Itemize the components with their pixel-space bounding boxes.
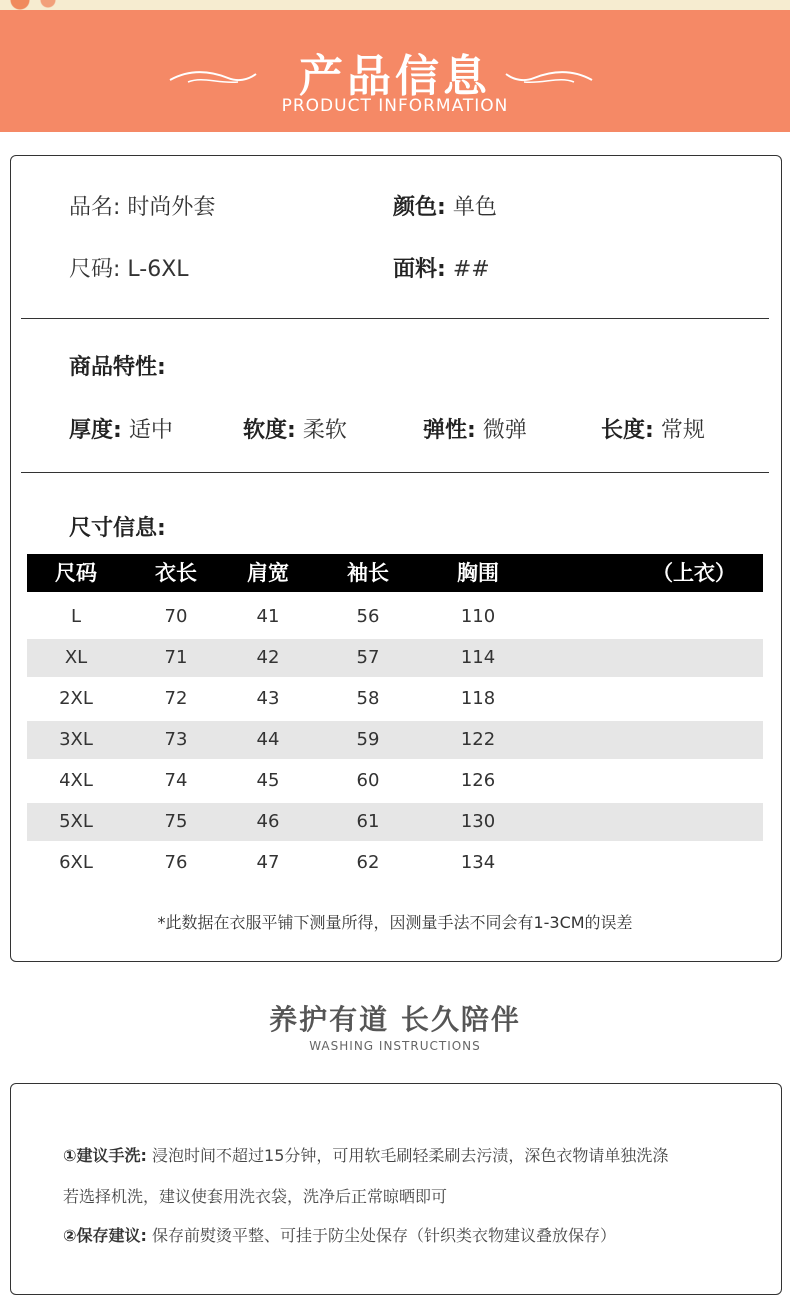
store-text: 保存前熨烫平整、可挂于防尘处保存（针织类衣物建议叠放保存） <box>152 1226 617 1245</box>
header-sleeve: 袖长 <box>347 561 389 585</box>
cell-size: 6XL <box>59 852 93 873</box>
cell-shoulder: 43 <box>256 688 280 709</box>
feature-label: 厚度: <box>69 418 122 443</box>
care-subtitle: WASHING INSTRUCTIONS <box>309 1039 481 1053</box>
divider <box>21 318 769 319</box>
header-shoulder: 肩宽 <box>247 561 289 585</box>
cell-sleeve: 57 <box>356 647 380 668</box>
features-title: 商品特性: <box>69 355 166 380</box>
store-label: ②保存建议: <box>63 1226 147 1245</box>
wash-text: 浸泡时间不超过15分钟，可用软毛刷轻柔刷去污渍，深色衣物请单独洗涤 <box>152 1146 669 1165</box>
cell-shoulder: 42 <box>256 647 280 668</box>
table-row <box>27 762 763 800</box>
feature-label: 弹性: <box>423 418 476 443</box>
cell-chest: 130 <box>460 811 496 832</box>
fabric-field <box>393 252 490 283</box>
product-name-field <box>69 190 215 221</box>
size-info-title: 尺寸信息: <box>69 516 166 541</box>
cell-size: 2XL <box>59 688 93 709</box>
feature-thickness <box>69 413 173 444</box>
cell-length: 73 <box>164 729 188 750</box>
cell-length: 74 <box>164 770 188 791</box>
cell-chest: 126 <box>460 770 496 791</box>
cell-sleeve: 56 <box>356 606 380 627</box>
feature-value: 柔软 <box>302 418 347 443</box>
cell-size: 5XL <box>59 811 93 832</box>
table-row <box>27 803 763 841</box>
cell-length: 71 <box>164 647 188 668</box>
table-row <box>27 721 763 759</box>
feature-value: 常规 <box>660 418 705 443</box>
washing-instructions-card <box>10 1083 782 1295</box>
measurement-note: *此数据在衣服平铺下测量所得，因测量手法不同会有1-3CM的误差 <box>157 913 633 932</box>
cell-chest: 122 <box>460 729 496 750</box>
cell-shoulder: 44 <box>256 729 280 750</box>
feature-length <box>601 413 705 444</box>
product-name-label: 品名: <box>69 195 121 220</box>
header-chest: 胸围 <box>457 561 499 585</box>
cell-sleeve: 60 <box>356 770 380 791</box>
color-field <box>393 190 497 221</box>
cell-length: 72 <box>164 688 188 709</box>
wash-text-2: 若选择机洗，建议使套用洗衣袋，洗净后正常晾晒即可 <box>63 1187 448 1206</box>
feature-elasticity <box>423 413 527 444</box>
top-decor-strip <box>0 0 790 10</box>
cell-shoulder: 41 <box>256 606 280 627</box>
cell-size: 3XL <box>59 729 93 750</box>
feature-label: 软度: <box>243 418 296 443</box>
table-row <box>27 844 763 882</box>
feature-label: 长度: <box>601 418 654 443</box>
fabric-value: ## <box>452 257 490 282</box>
color-value: 单色 <box>452 195 497 220</box>
cell-length: 75 <box>164 811 188 832</box>
divider <box>21 472 769 473</box>
swirl-right-ornament <box>504 68 594 88</box>
header-top-note: （上衣） <box>652 561 736 585</box>
table-row <box>27 680 763 718</box>
product-info-card <box>10 155 782 962</box>
cell-size: L <box>70 606 82 627</box>
cell-size: XL <box>64 647 88 668</box>
cell-sleeve: 59 <box>356 729 380 750</box>
product-info-banner <box>0 10 790 132</box>
cell-sleeve: 61 <box>356 811 380 832</box>
cell-length: 70 <box>164 606 188 627</box>
table-row <box>27 639 763 677</box>
wash-line-2 <box>63 1184 447 1207</box>
size-value: L-6XL <box>127 257 189 282</box>
feature-softness <box>243 413 347 444</box>
banner-subtitle: PRODUCT INFORMATION <box>281 96 509 116</box>
size-table-header <box>27 554 763 592</box>
care-title: 养护有道 长久陪伴 <box>269 1003 521 1036</box>
wash-line-1 <box>63 1143 668 1166</box>
banner-title: 产品信息 <box>299 51 491 102</box>
size-label: 尺码: <box>69 257 121 282</box>
cell-shoulder: 45 <box>256 770 280 791</box>
fabric-label: 面料: <box>393 257 446 282</box>
feature-value: 适中 <box>128 418 173 443</box>
cell-sleeve: 62 <box>356 852 380 873</box>
cell-shoulder: 46 <box>256 811 280 832</box>
cell-size: 4XL <box>59 770 93 791</box>
cell-chest: 134 <box>460 852 496 873</box>
feature-value: 微弹 <box>482 418 527 443</box>
size-field <box>69 252 189 283</box>
cell-chest: 114 <box>460 647 496 668</box>
cell-sleeve: 58 <box>356 688 380 709</box>
cell-chest: 118 <box>460 688 496 709</box>
color-label: 颜色: <box>393 195 446 220</box>
header-size: 尺码 <box>55 561 97 585</box>
cell-chest: 110 <box>460 606 496 627</box>
header-length: 衣长 <box>155 561 197 585</box>
store-line <box>63 1223 616 1246</box>
cell-shoulder: 47 <box>256 852 280 873</box>
table-row <box>27 598 763 636</box>
product-name-value: 时尚外套 <box>127 195 216 220</box>
wash-label: ①建议手洗: <box>63 1146 147 1165</box>
cell-length: 76 <box>164 852 188 873</box>
